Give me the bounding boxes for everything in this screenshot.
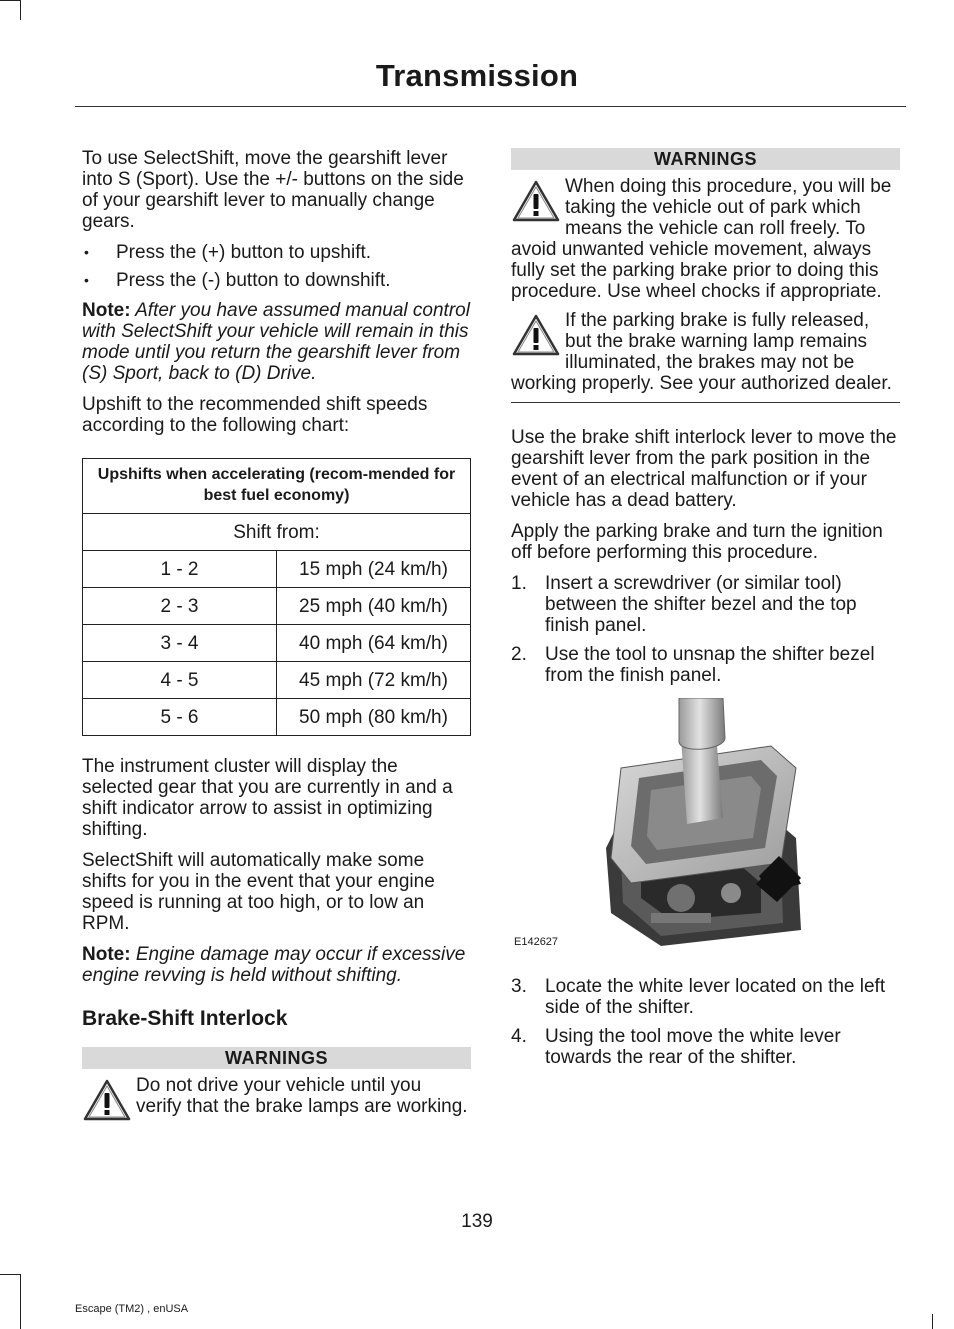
table-row	[83, 588, 471, 625]
table-row	[83, 662, 471, 699]
page-number: 139	[461, 1211, 493, 1232]
list-item	[511, 976, 900, 1018]
step-number: 2.	[511, 644, 527, 665]
table-subheading: Shift from:	[83, 514, 471, 551]
footer-edition: Escape (TM2) , enUSA	[75, 1303, 189, 1315]
speed-cell: 25 mph (40 km/h)	[277, 588, 471, 625]
table-row	[83, 699, 471, 736]
gear-cell: 3 - 4	[83, 625, 277, 662]
figure-id: E142627	[514, 936, 559, 948]
warning-triangle-icon	[511, 312, 561, 358]
crop-mark	[20, 1274, 21, 1329]
gear-cell: 2 - 3	[83, 588, 277, 625]
parking-brake-paragraph: Apply the parking brake and turn the ignition off before performing this procedure.	[511, 521, 883, 563]
step-number: 3.	[511, 976, 527, 997]
numbered-list	[511, 976, 900, 1068]
bullet-list	[82, 242, 471, 291]
shift-speed-table	[82, 458, 471, 736]
warnings-header: WARNINGS	[82, 1047, 471, 1069]
warning-triangle-icon	[511, 178, 561, 224]
warning-block	[511, 176, 900, 302]
numbered-list	[511, 573, 900, 686]
auto-shift-paragraph: SelectShift will automatically make some shifts for you in the event that your engine speed is running at too high, or to low an RPM.	[82, 850, 435, 934]
list-item	[511, 1026, 900, 1068]
note-label: Note:	[82, 300, 131, 321]
table-row	[83, 625, 471, 662]
warning-text: If the parking brake is fully released, but the brake warning lamp remains illuminated, the brakes may not be working properly. See your authorized dealer.	[511, 310, 892, 394]
step-number: 4.	[511, 1026, 527, 1047]
upshift-paragraph: Upshift to the recommended shift speeds according to the following chart:	[82, 394, 428, 436]
intro-paragraph: To use SelectShift, move the gearshift lever into S (Sport). Use the +/- buttons on the side of your gearshift lever to manually change gears.	[82, 148, 464, 232]
list-item: • Press the (+) button to upshift.	[82, 242, 471, 263]
list-item: • Press the (-) button to downshift.	[82, 270, 471, 291]
warning-block	[82, 1075, 471, 1123]
speed-cell: 50 mph (80 km/h)	[277, 699, 471, 736]
gear-cell: 4 - 5	[83, 662, 277, 699]
warning-text: Do not drive your vehicle until you verify that the brake lamps are working.	[136, 1075, 468, 1117]
table-heading: Upshifts when accelerating (recom-mended for best fuel economy)	[83, 459, 471, 514]
warning-divider	[511, 402, 900, 403]
shifter-illustration	[511, 698, 900, 956]
note-text: After you have assumed manual control with SelectShift your vehicle will remain in this mode until you return the gearshift lever from (S) Sport, back to (D) Drive.	[82, 300, 470, 384]
cluster-paragraph: The instrument cluster will display the selected gear that you are currently in and a shift indicator arrow to assist in optimizing shifting.	[82, 756, 453, 840]
section-heading: Brake-Shift Interlock	[82, 1007, 288, 1030]
list-item	[511, 573, 900, 636]
interlock-paragraph: Use the brake shift interlock lever to move the gearshift lever from the park position in the event of an electrical malfunction or if your vehicle has a dead battery.	[511, 427, 897, 511]
note-text: Engine damage may occur if excessive engine revving is held without shifting.	[82, 944, 466, 986]
crop-mark	[0, 0, 20, 1]
step-text: Using the tool move the white lever towards the rear of the shifter.	[545, 1026, 841, 1068]
crop-mark	[0, 1274, 20, 1275]
step-text: Use the tool to unsnap the shifter bezel from the finish panel.	[545, 644, 875, 686]
crop-mark	[20, 0, 21, 20]
title-divider	[75, 106, 906, 107]
speed-cell: 45 mph (72 km/h)	[277, 662, 471, 699]
step-text: Locate the white lever located on the left side of the shifter.	[545, 976, 886, 1018]
right-column	[511, 148, 900, 1076]
crop-mark	[932, 1314, 933, 1329]
gear-cell: 5 - 6	[83, 699, 277, 736]
step-number: 1.	[511, 573, 527, 594]
list-item	[511, 644, 900, 686]
table-row	[83, 551, 471, 588]
gear-cell: 1 - 2	[83, 551, 277, 588]
speed-cell: 40 mph (64 km/h)	[277, 625, 471, 662]
warning-text: When doing this procedure, you will be taking the vehicle out of park which means the vehicle can roll freely. To avoid unwanted vehicle movement, always fully set the parking brake prior to doing this procedure. Use wheel chocks if appropriate.	[511, 176, 892, 302]
note-paragraph	[82, 300, 471, 384]
warning-block	[511, 310, 900, 394]
warning-triangle-icon	[82, 1077, 132, 1123]
step-text: Insert a screwdriver (or similar tool) between the shifter bezel and the top finish panel.	[545, 573, 857, 636]
speed-cell: 15 mph (24 km/h)	[277, 551, 471, 588]
page-title: Transmission	[375, 58, 579, 93]
left-column	[82, 148, 471, 1131]
note-paragraph	[82, 944, 471, 986]
warnings-header: WARNINGS	[511, 148, 900, 170]
note-label: Note:	[82, 944, 131, 965]
shifter-drawing	[511, 698, 900, 956]
